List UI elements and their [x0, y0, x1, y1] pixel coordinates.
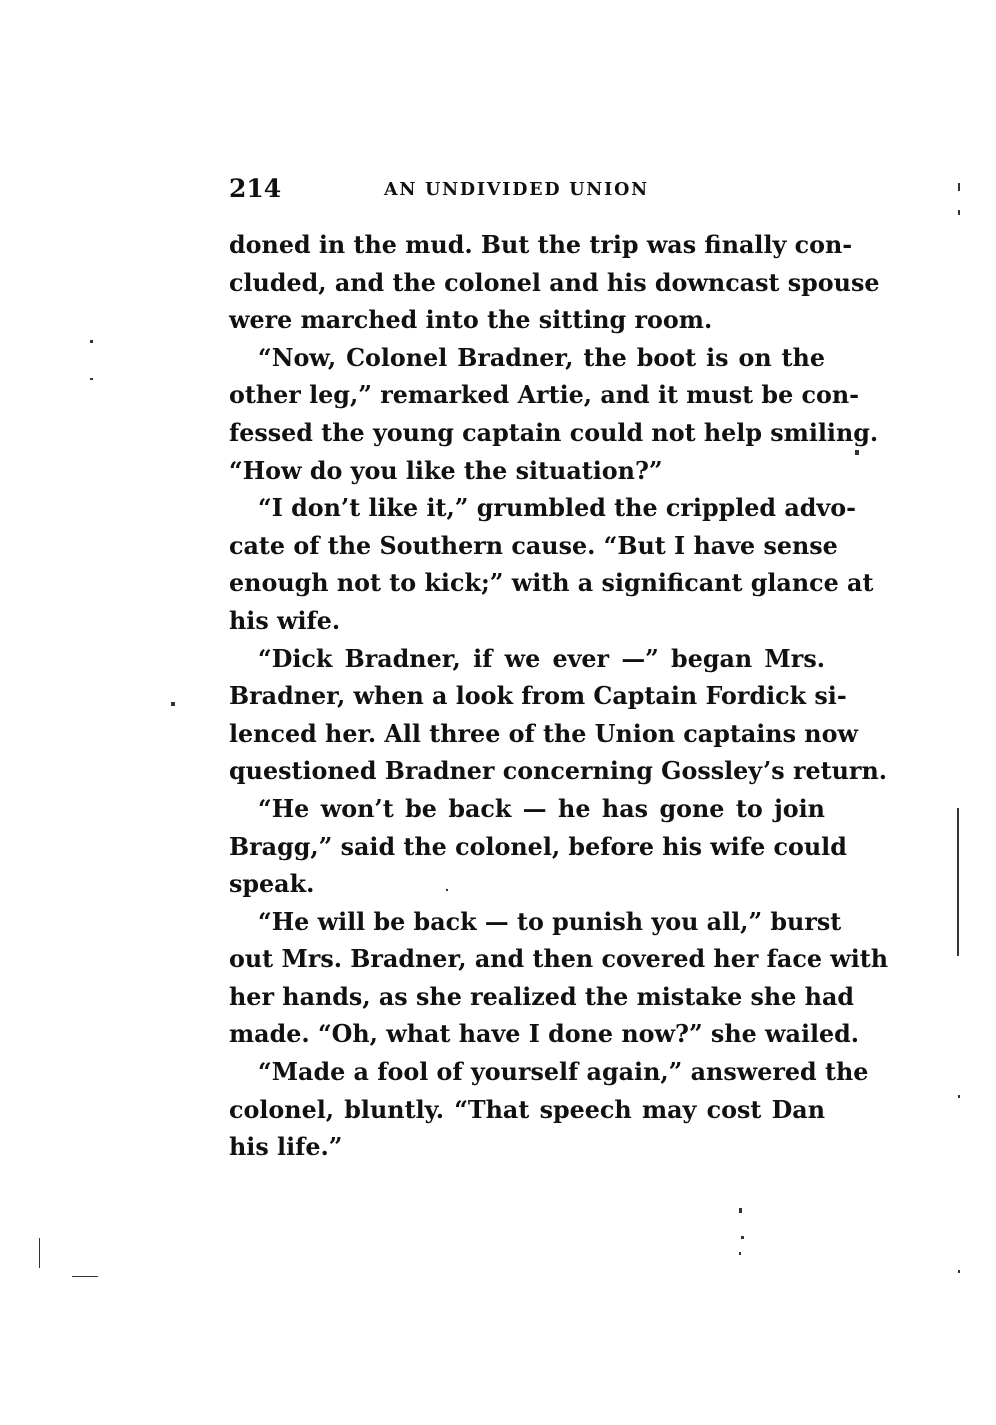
scan-speck [171, 702, 175, 706]
text-line: doned in the mud. But the trip was finally con- [229, 231, 853, 259]
text-line: cluded, and the colonel and his downcast spouse [229, 268, 880, 297]
text-line: “Made a fool of yourself again,” answered the [258, 1058, 869, 1087]
text-line: “Now, Colonel Bradner, the boot is on the [258, 343, 825, 372]
text-line: enough not to kick;” with a significant glance at [229, 569, 874, 598]
text-line: fessed the young captain could not help smiling. [229, 418, 879, 447]
text-line: questioned Bradner concerning Gossley’s return. [229, 757, 888, 786]
scan-speck [739, 1252, 741, 1255]
page-header [229, 172, 825, 212]
scan-speck [958, 1270, 960, 1273]
text-line: “He will be back — to punish you all,” burst [258, 907, 842, 936]
scan-speck [958, 183, 960, 191]
running-title: AN UNDIVIDED UNION [384, 180, 649, 200]
body-text [229, 227, 889, 1167]
scan-speck [90, 378, 93, 380]
page-number: 214 [229, 174, 282, 203]
scan-speck [958, 1095, 960, 1098]
text-line: speak. [229, 870, 315, 899]
text-line: “I don’t like it,” grumbled the crippled advo- [258, 494, 856, 523]
scan-speck [741, 1236, 744, 1239]
text-line: colonel, bluntly. “That speech may cost Dan [229, 1095, 825, 1124]
text-line: out Mrs. Bradner, and then covered her face with [229, 945, 889, 974]
scan-speck [739, 1208, 742, 1213]
text-line: her hands, as she realized the mistake she had [229, 982, 855, 1011]
text-line: “How do you like the situation?” [229, 456, 663, 485]
scan-speck [855, 450, 859, 455]
scan-speck [446, 889, 448, 891]
text-line: made. “Oh, what have I done now?” she wailed. [229, 1020, 860, 1049]
text-line: lenced her. All three of the Union captains now [229, 719, 858, 748]
text-line: Bradner, when a look from Captain Fordick si- [229, 682, 847, 711]
text-line: were marched into the sitting room. [229, 306, 713, 335]
text-line: other leg,” remarked Artie, and it must be con- [229, 381, 860, 410]
text-line: his life.” [229, 1133, 343, 1162]
text-line: cate of the Southern cause. “But I have sense [229, 531, 838, 560]
text-line: “Dick Bradner, if we ever —” began Mrs. [258, 644, 825, 673]
scan-margin-line [957, 808, 959, 956]
text-line: Bragg,” said the colonel, before his wife could [229, 832, 847, 861]
scan-speck [90, 340, 93, 343]
text-line: his wife. [229, 606, 341, 635]
scan-speck [958, 210, 960, 215]
scan-margin-line [72, 1276, 98, 1277]
text-line: “He won’t be back — he has gone to join [258, 794, 825, 823]
scan-margin-line [39, 1238, 40, 1268]
